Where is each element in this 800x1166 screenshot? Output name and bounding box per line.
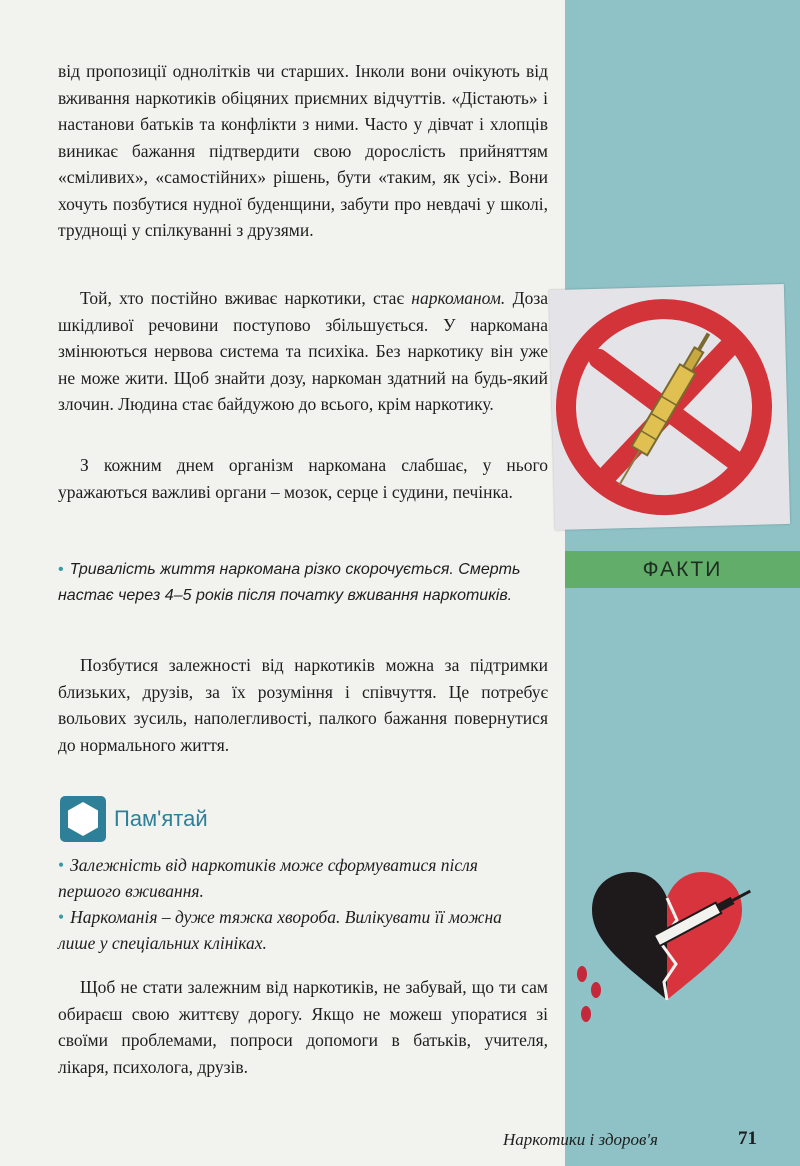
- prohibition-sign-icon: [549, 284, 790, 530]
- facts-label: ФАКТИ: [642, 557, 723, 581]
- footer-section-title: Наркотики і здоров'я: [503, 1130, 658, 1149]
- paragraph-motives: від пропозиції однолітків чи старших. Інколи вони очікують від вживання наркотиків обіцяних приємних відчуттів. «Дістають» і настанови батьків та конфлікти з ними. Часто у дівчат і хлопців виникає бажання підтвердити свою дорослість прийняттям «сміливих», «самостійних» рішень, бути «таким, як усі». Вони хочуть позбутися нудної буденщини, забути про невдачі у школі, труднощі у спілкуванні з друзями.: [58, 61, 548, 240]
- page-number: 71: [738, 1128, 757, 1149]
- paragraph-recovery-text: Позбутися залежності від наркотиків можна за підтримки близьких, друзів, за їх розуміння і співчуття. Це потребує вольових зусиль, наполегливості, палкого бажання повернутися до нормального життя.: [58, 655, 548, 755]
- no-drugs-sign-illustration: [549, 284, 790, 530]
- paragraph-health-text: З кожним днем організм наркомана слабшає, у нього уражаються важливі органи – мозок, серце і судини, печінка.: [58, 455, 548, 502]
- text-block-intro: [58, 58, 548, 244]
- paragraph-advice: [58, 974, 548, 1080]
- text-block-advice: [58, 974, 548, 1080]
- remember-title: Пам'ятай: [114, 806, 208, 831]
- paragraph-health: [58, 452, 548, 505]
- remember-item-text: Наркоманія – дуже тяжка хвороба. Вилікувати її можна лише у спеціальних клініках.: [58, 907, 502, 953]
- heart-syringe-icon: [572, 862, 772, 1042]
- fact-note: [58, 557, 536, 609]
- text-block-recovery: [58, 652, 548, 758]
- broken-heart-illustration: [572, 862, 772, 1042]
- paragraph-advice-text: Щоб не стати залежним від наркотиків, не забувай, що ти сам обираєш свою життєву дорогу. Якщо не можеш упоратися зі своїми проблемами, попроси допомоги в батьків, учителя, лікаря, психолога, друзів.: [58, 977, 548, 1077]
- remember-item-text: Залежність від наркотиків може сформуватися після першого вживання.: [58, 855, 478, 901]
- paragraph-addict-start: Той, хто постійно вживає наркотики, стає: [80, 288, 404, 308]
- paragraph-recovery: [58, 652, 548, 758]
- fact-note-content: Тривалість життя наркомана різко скорочується. Смерть настає через 4–5 років після початку вживання наркотиків.: [58, 561, 521, 604]
- hexagon-icon: [60, 796, 106, 842]
- remember-item: [58, 904, 536, 956]
- remember-list: [58, 852, 536, 956]
- text-block-addict: [58, 285, 548, 418]
- fact-note-text: [58, 557, 536, 609]
- bullet-icon: •: [58, 561, 64, 578]
- paragraph-addict: [58, 285, 548, 418]
- remember-item: [58, 852, 536, 904]
- text-block-health: [58, 452, 548, 505]
- bullet-icon: •: [58, 855, 65, 875]
- facts-banner: [565, 551, 800, 588]
- page-footer: [0, 1128, 800, 1158]
- remember-heading: [60, 796, 208, 842]
- term-addict: наркоманом.: [411, 288, 506, 308]
- paragraph-addict-rest: Доза шкідливої речовини поступово збільшується. У наркомана змінюються нервова система та психіка. Без наркотику він уже не може жити. Щоб знайти дозу, наркоман здатний на будь-який злочин. Людина стає байдужою до всього, крім наркотику.: [58, 288, 549, 414]
- bullet-icon: •: [58, 907, 65, 927]
